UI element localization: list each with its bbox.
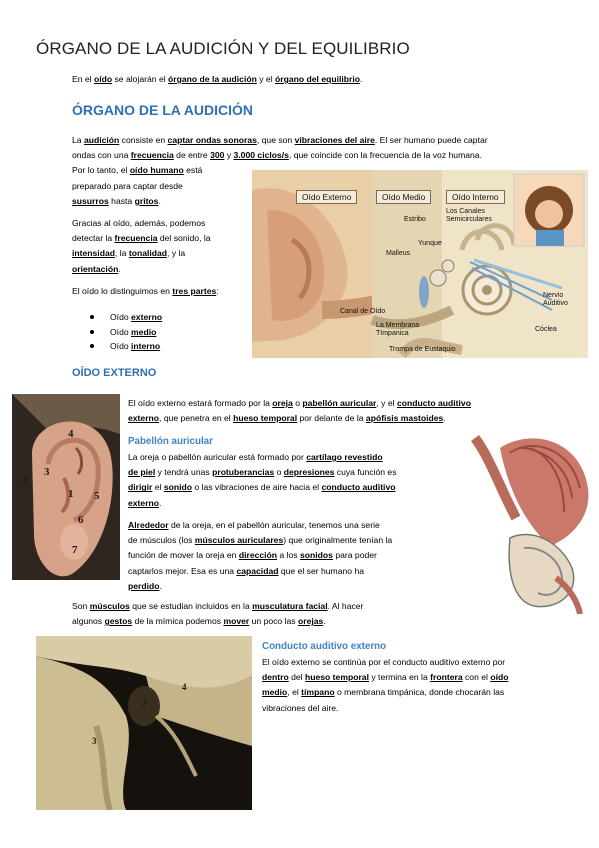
label-coclea: Cóclea bbox=[535, 326, 557, 333]
temporal-bone-photo bbox=[36, 636, 252, 810]
musculatura-facial-paragraph: Son músculos que se estudian incluidos en la musculatura facial. Al hacer algunos gestos de la mímica podemos mover un poco las orejas. bbox=[72, 601, 364, 627]
conducto-paragraph: El oído externo se continúa por el conducto auditivo externo por dentro del hueso temporal y termina en la frontera con el oído medio, el tímpano o membrana timpánica, donde chocarán las vibraciones del aire. bbox=[262, 657, 509, 713]
tab-oido-medio: Oído Medio bbox=[376, 190, 431, 204]
bone-number-4: 4 bbox=[182, 682, 187, 692]
tab-oido-externo: Oído Externo bbox=[296, 190, 357, 204]
ear-number-4: 4 bbox=[68, 428, 74, 440]
bone-number-2: 2 bbox=[142, 698, 147, 708]
temporal-bone-image bbox=[36, 636, 252, 810]
bone-number-1: 1 bbox=[126, 676, 131, 686]
capacidades-paragraph: Gracias al oído, además, podemos detectar la frecuencia del sonido, la intensidad, la tonalidad, y la orientación. bbox=[72, 218, 211, 274]
audicion-paragraph: La audición consiste en captar ondas sonoras, que son vibraciones del aire. El ser humano puede captar ondas con una frecuencia de entre 300 y 3.000 ciclos/s, que coincide con la frecuencia de la voz humana. Por lo tanto, el oído humano está preparado para captar desde susurros hasta gritos. bbox=[72, 135, 488, 206]
intro-paragraph: En el oído se alojarán el órgano de la audición y el órgano del equilibrio. bbox=[72, 74, 363, 84]
tab-oido-interno: Oído Interno bbox=[446, 190, 505, 204]
ear-parts-list bbox=[72, 310, 222, 354]
ear-number-1: 1 bbox=[68, 488, 74, 500]
label-canal-oido: Canal de Oído bbox=[340, 308, 386, 315]
pabellon-paragraph: La oreja o pabellón auricular está formado por cartílago revestido de piel y tendrá unas protuberancias o depresiones cuya función es dirigir el sonido o las vibraciones de aire hacia el conducto auditivo externo. bbox=[128, 452, 397, 508]
ear-number-7: 7 bbox=[72, 544, 78, 556]
ear-anatomy-diagram bbox=[252, 170, 588, 358]
label-estribo: Estribo bbox=[404, 216, 426, 223]
ear-photo-image bbox=[12, 394, 120, 580]
label-canales: Los Canales Semicirculares bbox=[446, 208, 492, 223]
auricular-muscles-image bbox=[460, 428, 596, 614]
ear-number-2: 2 bbox=[22, 474, 28, 486]
section-heading-oido-externo: OÍDO EXTERNO bbox=[72, 367, 157, 379]
ear-number-3: 3 bbox=[44, 466, 50, 478]
auricular-muscles-illustration bbox=[460, 428, 596, 614]
section-heading-audicion: ÓRGANO DE LA AUDICIÓN bbox=[72, 102, 253, 118]
bone-number-3: 3 bbox=[92, 736, 97, 746]
list-item: Oído interno bbox=[72, 339, 222, 354]
musculos-auriculares-paragraph: Alrededor de la oreja, en el pabellón auricular, tenemos una serie de músculos (los músculos auriculares) que originalmente tenían la función de mover la oreja en dirección a los sonidos para poder captarlos mejor. Esa es una capacidad que el ser humano ha perdido. bbox=[128, 520, 393, 591]
ear-number-5: 5 bbox=[94, 490, 100, 502]
subheading-pabellon: Pabellón auricular bbox=[128, 436, 213, 447]
label-nervio-auditivo: Nervio Auditivo bbox=[543, 292, 568, 307]
page-title: ÓRGANO DE LA AUDICIÓN Y DEL EQUILIBRIO bbox=[36, 39, 410, 58]
subheading-conducto: Conducto auditivo externo bbox=[262, 641, 387, 652]
label-yunque: Yunque bbox=[418, 240, 442, 247]
list-item: Oído externo bbox=[72, 310, 222, 325]
list-item: Oído medio bbox=[72, 325, 222, 340]
label-malleus: Malleus bbox=[386, 250, 411, 257]
ear-number-6: 6 bbox=[78, 514, 84, 526]
label-trompa-eustaquio: Trompa de Eustaquio bbox=[389, 346, 456, 353]
ear-photo bbox=[12, 394, 120, 580]
partes-paragraph: El oído lo distinguimos en tres partes: bbox=[72, 286, 219, 296]
label-membrana-timpanica: La Membrana Tímpanica bbox=[376, 322, 420, 337]
oido-externo-paragraph: El oído externo estará formado por la oreja o pabellón auricular, y el conducto auditivo externo, que penetra en el hueso temporal por delante de la apófisis mastoides. bbox=[128, 398, 471, 424]
